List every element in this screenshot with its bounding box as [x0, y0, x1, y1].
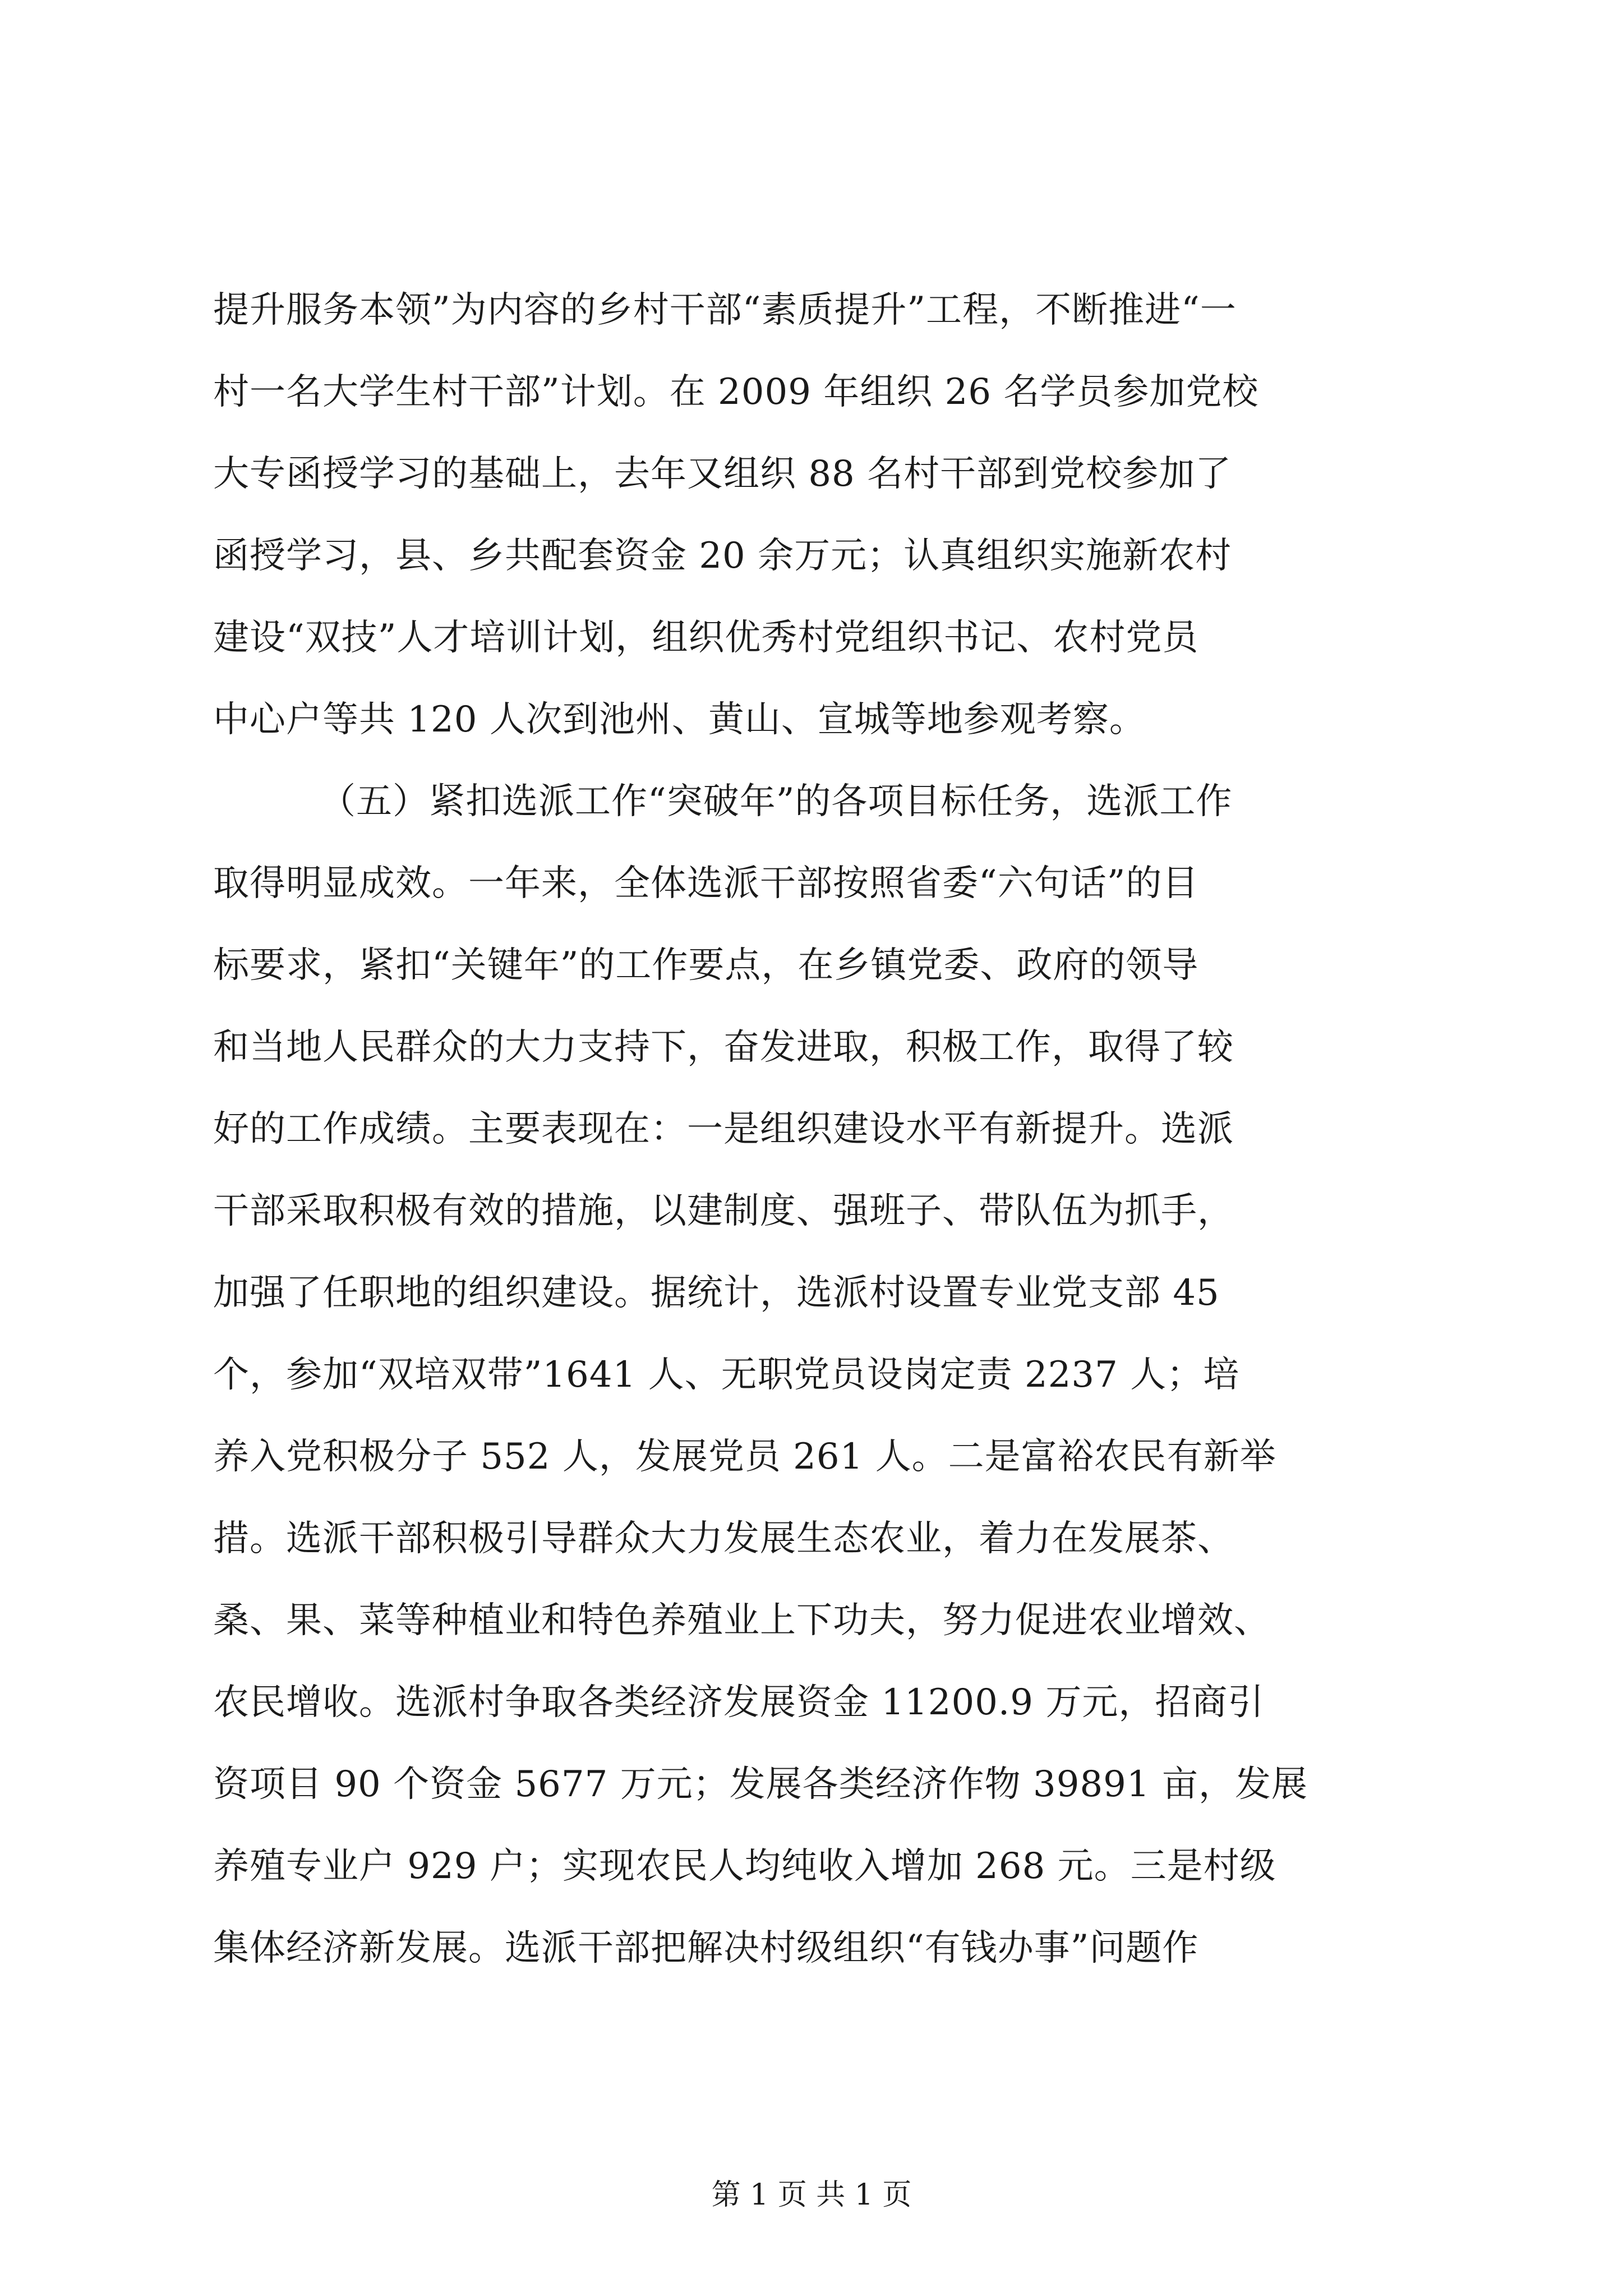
text-line: 中心户等共 120 人次到池州、黄山、宣城等地参观考察。: [213, 699, 1146, 740]
text-line: 村一名大学生村干部”计划。在 2009 年组织 26 名学员参加党校: [213, 371, 1259, 413]
text-line: 加强了任职地的组织建设。据统计，选派村设置专业党支部 45: [213, 1272, 1220, 1314]
text-line: 桑、果、菜等种植业和特色养殖业上下功夫，努力促进农业增效、: [213, 1600, 1270, 1641]
text-line: 取得明显成效。一年来，全体选派干部按照省委“六句话”的目: [213, 863, 1199, 904]
page-footer: [0, 2175, 1623, 2215]
text-line: 资项目 90 个资金 5677 万元；发展各类经济作物 39891 亩，发展: [213, 1764, 1308, 1805]
text-line: 农民增收。选派村争取各类经济发展资金 11200.9 万元，招商引: [213, 1682, 1265, 1723]
text-line: 养入党积极分子 552 人，发展党员 261 人。二是富裕农民有新举: [213, 1436, 1276, 1478]
text-line: 和当地人民群众的大力支持下，奋发进取，积极工作，取得了较: [213, 1027, 1234, 1068]
text-line: 标要求，紧扣“关键年”的工作要点，在乡镇党委、政府的领导: [213, 945, 1199, 986]
text-line: 好的工作成绩。主要表现在：一是组织建设水平有新提升。选派: [213, 1108, 1234, 1150]
text-line: 干部采取积极有效的措施，以建制度、强班子、带队伍为抓手，: [213, 1190, 1234, 1232]
text-line: 养殖专业户 929 户；实现农民人均纯收入增加 268 元。三是村级: [213, 1846, 1276, 1887]
text-line: 大专函授学习的基础上，去年又组织 88 名村干部到党校参加了: [213, 453, 1232, 495]
page-number: 第 1 页 共 1 页: [711, 2178, 912, 2212]
text-line: 建设“双技”人才培训计划，组织优秀村党组织书记、农村党员: [213, 617, 1199, 659]
text-line: 集体经济新发展。选派干部把解决村级组织“有钱办事”问题作: [213, 1927, 1199, 1969]
paragraph-start-line: （五）紧扣选派工作“突破年”的各项目标任务，选派工作: [320, 781, 1233, 822]
text-line: 措。选派干部积极引导群众大力发展生态农业，着力在发展茶、: [213, 1518, 1234, 1559]
text-line: 个，参加“双培双带”1641 人、无职党员设岗定责 2237 人；培: [213, 1354, 1240, 1396]
text-line: 提升服务本领”为内容的乡村干部“素质提升”工程，不断推进“一: [213, 289, 1237, 331]
text-line: 函授学习，县、乡共配套资金 20 余万元；认真组织实施新农村: [213, 535, 1232, 577]
document-body: [213, 269, 1419, 1989]
